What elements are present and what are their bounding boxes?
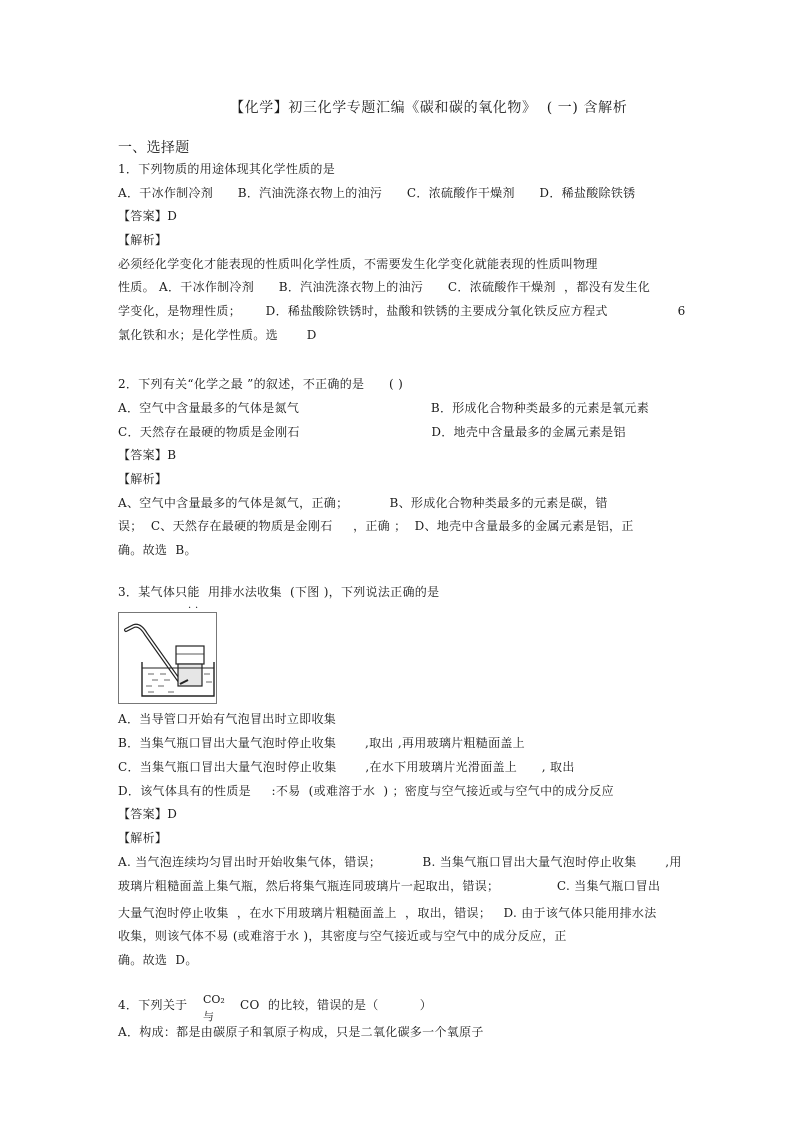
q3-analysis-label: 【解析】 xyxy=(118,831,168,845)
q3-analysis-line-1: A. 当气泡连续均匀冒出时开始收集气体，错误； B. 当集气瓶口冒出大量气泡时停止收集 ,用 xyxy=(118,855,682,869)
q3-analysis-line-5: 确。故选 D。 xyxy=(118,953,198,967)
q2-options-ab: A．空气中含量最多的气体是氮气 B．形成化合物种类最多的元素是氧元素 xyxy=(118,401,650,415)
q4-stem-suffix: CO 的比较，错误的是（ ） xyxy=(240,998,432,1012)
q2-analysis-label: 【解析】 xyxy=(118,472,168,486)
q3-dots: . . xyxy=(188,600,199,611)
q2-options-cd: C．天然存在最硬的物质是金刚石 D．地壳中含量最多的金属元素是铝 xyxy=(118,425,626,439)
q1-analysis-line-1: 必须经化学变化才能表现的性质叫化学性质，不需要发生化学变化就能表现的性质叫物理 xyxy=(118,257,598,271)
q1-analysis-line-4: 氯化铁和水；是化学性质。选 D xyxy=(118,328,317,342)
q1-analysis-line-3: 学变化，是物理性质； D．稀盐酸除铁锈时，盐酸和铁锈的主要成分氧化铁反应方程式 6 xyxy=(118,304,686,318)
q1-stem: 1．下列物质的用途体现其化学性质的是 xyxy=(118,162,336,176)
q2-analysis-line-3: 确。故选 B。 xyxy=(118,543,197,557)
q1-analysis-line-2: 性质。 A．干冰作制冷剂 B．汽油洗涤衣物上的油污 C．浓硫酸作干燥剂 ，都没有发生化 xyxy=(118,280,651,294)
q1-analysis-label: 【解析】 xyxy=(118,233,168,247)
q4-yu: 与 xyxy=(203,1010,214,1023)
water-displacement-apparatus-figure xyxy=(118,612,218,704)
q4-co2-formula: CO₂ xyxy=(203,993,225,1006)
q3-option-b: B．当集气瓶口冒出大量气泡时停止收集 ,取出 ,再用玻璃片粗糙面盖上 xyxy=(118,736,525,750)
q3-analysis-line-3: 大量气泡时停止收集 ，在水下用玻璃片粗糙面盖上 ，取出，错误； D. 由于该气体只能用排水法 xyxy=(118,906,657,920)
q3-option-d: D．该气体具有的性质是 :不易 (或难溶于水 ) ；密度与空气接近或与空气中的成分反应 xyxy=(118,784,614,798)
q3-analysis-line-4: 收集，则该气体不易 (或难溶于水 )，其密度与空气接近或与空气中的成分反应，正 xyxy=(118,929,567,943)
q1-options: A．干冰作制冷剂 B．汽油洗涤衣物上的油污 C．浓硫酸作干燥剂 D．稀盐酸除铁锈 xyxy=(118,186,636,200)
q3-option-c: C．当集气瓶口冒出大量气泡时停止收集 ,在水下用玻璃片光滑面盖上 , 取出 xyxy=(118,760,575,774)
q2-analysis-line-2: 误； C、天然存在最硬的物质是金刚石 ，正确 ； D、地壳中含量最多的金属元素是铝，正 xyxy=(118,519,634,533)
q3-option-a: A．当导管口开始有气泡冒出时立即收集 xyxy=(118,712,337,726)
q4-stem-prefix: 4．下列关于 xyxy=(118,998,188,1012)
q4-option-a: A．构成：都是由碳原子和氧原子构成，只是二氧化碳多一个氧原子 xyxy=(118,1025,484,1039)
q3-analysis-line-2: 玻璃片粗糙面盖上集气瓶，然后将集气瓶连同玻璃片一起取出，错误； C. 当集气瓶口冒出 xyxy=(118,879,661,893)
q3-stem: 3．某气体只能 用排水法收集 (下图 )，下列说法正确的是 xyxy=(118,585,440,599)
page-title: 【化学】初三化学专题汇编《碳和碳的氧化物》 ( 一) 含解析 xyxy=(230,100,628,116)
q2-stem: 2．下列有关“化学之最 ”的叙述，不正确的是 ( ) xyxy=(118,377,404,391)
q3-answer: 【答案】D xyxy=(118,807,178,821)
section-heading: 一、选择题 xyxy=(118,140,190,156)
q2-answer: 【答案】B xyxy=(118,448,177,462)
gas-collecting-bottle-icon xyxy=(176,646,204,686)
q2-analysis-line-1: A、空气中含量最多的气体是氮气，正确； B、形成化合物种类最多的元素是碳，错 xyxy=(118,496,608,510)
q1-answer: 【答案】D xyxy=(118,209,178,223)
